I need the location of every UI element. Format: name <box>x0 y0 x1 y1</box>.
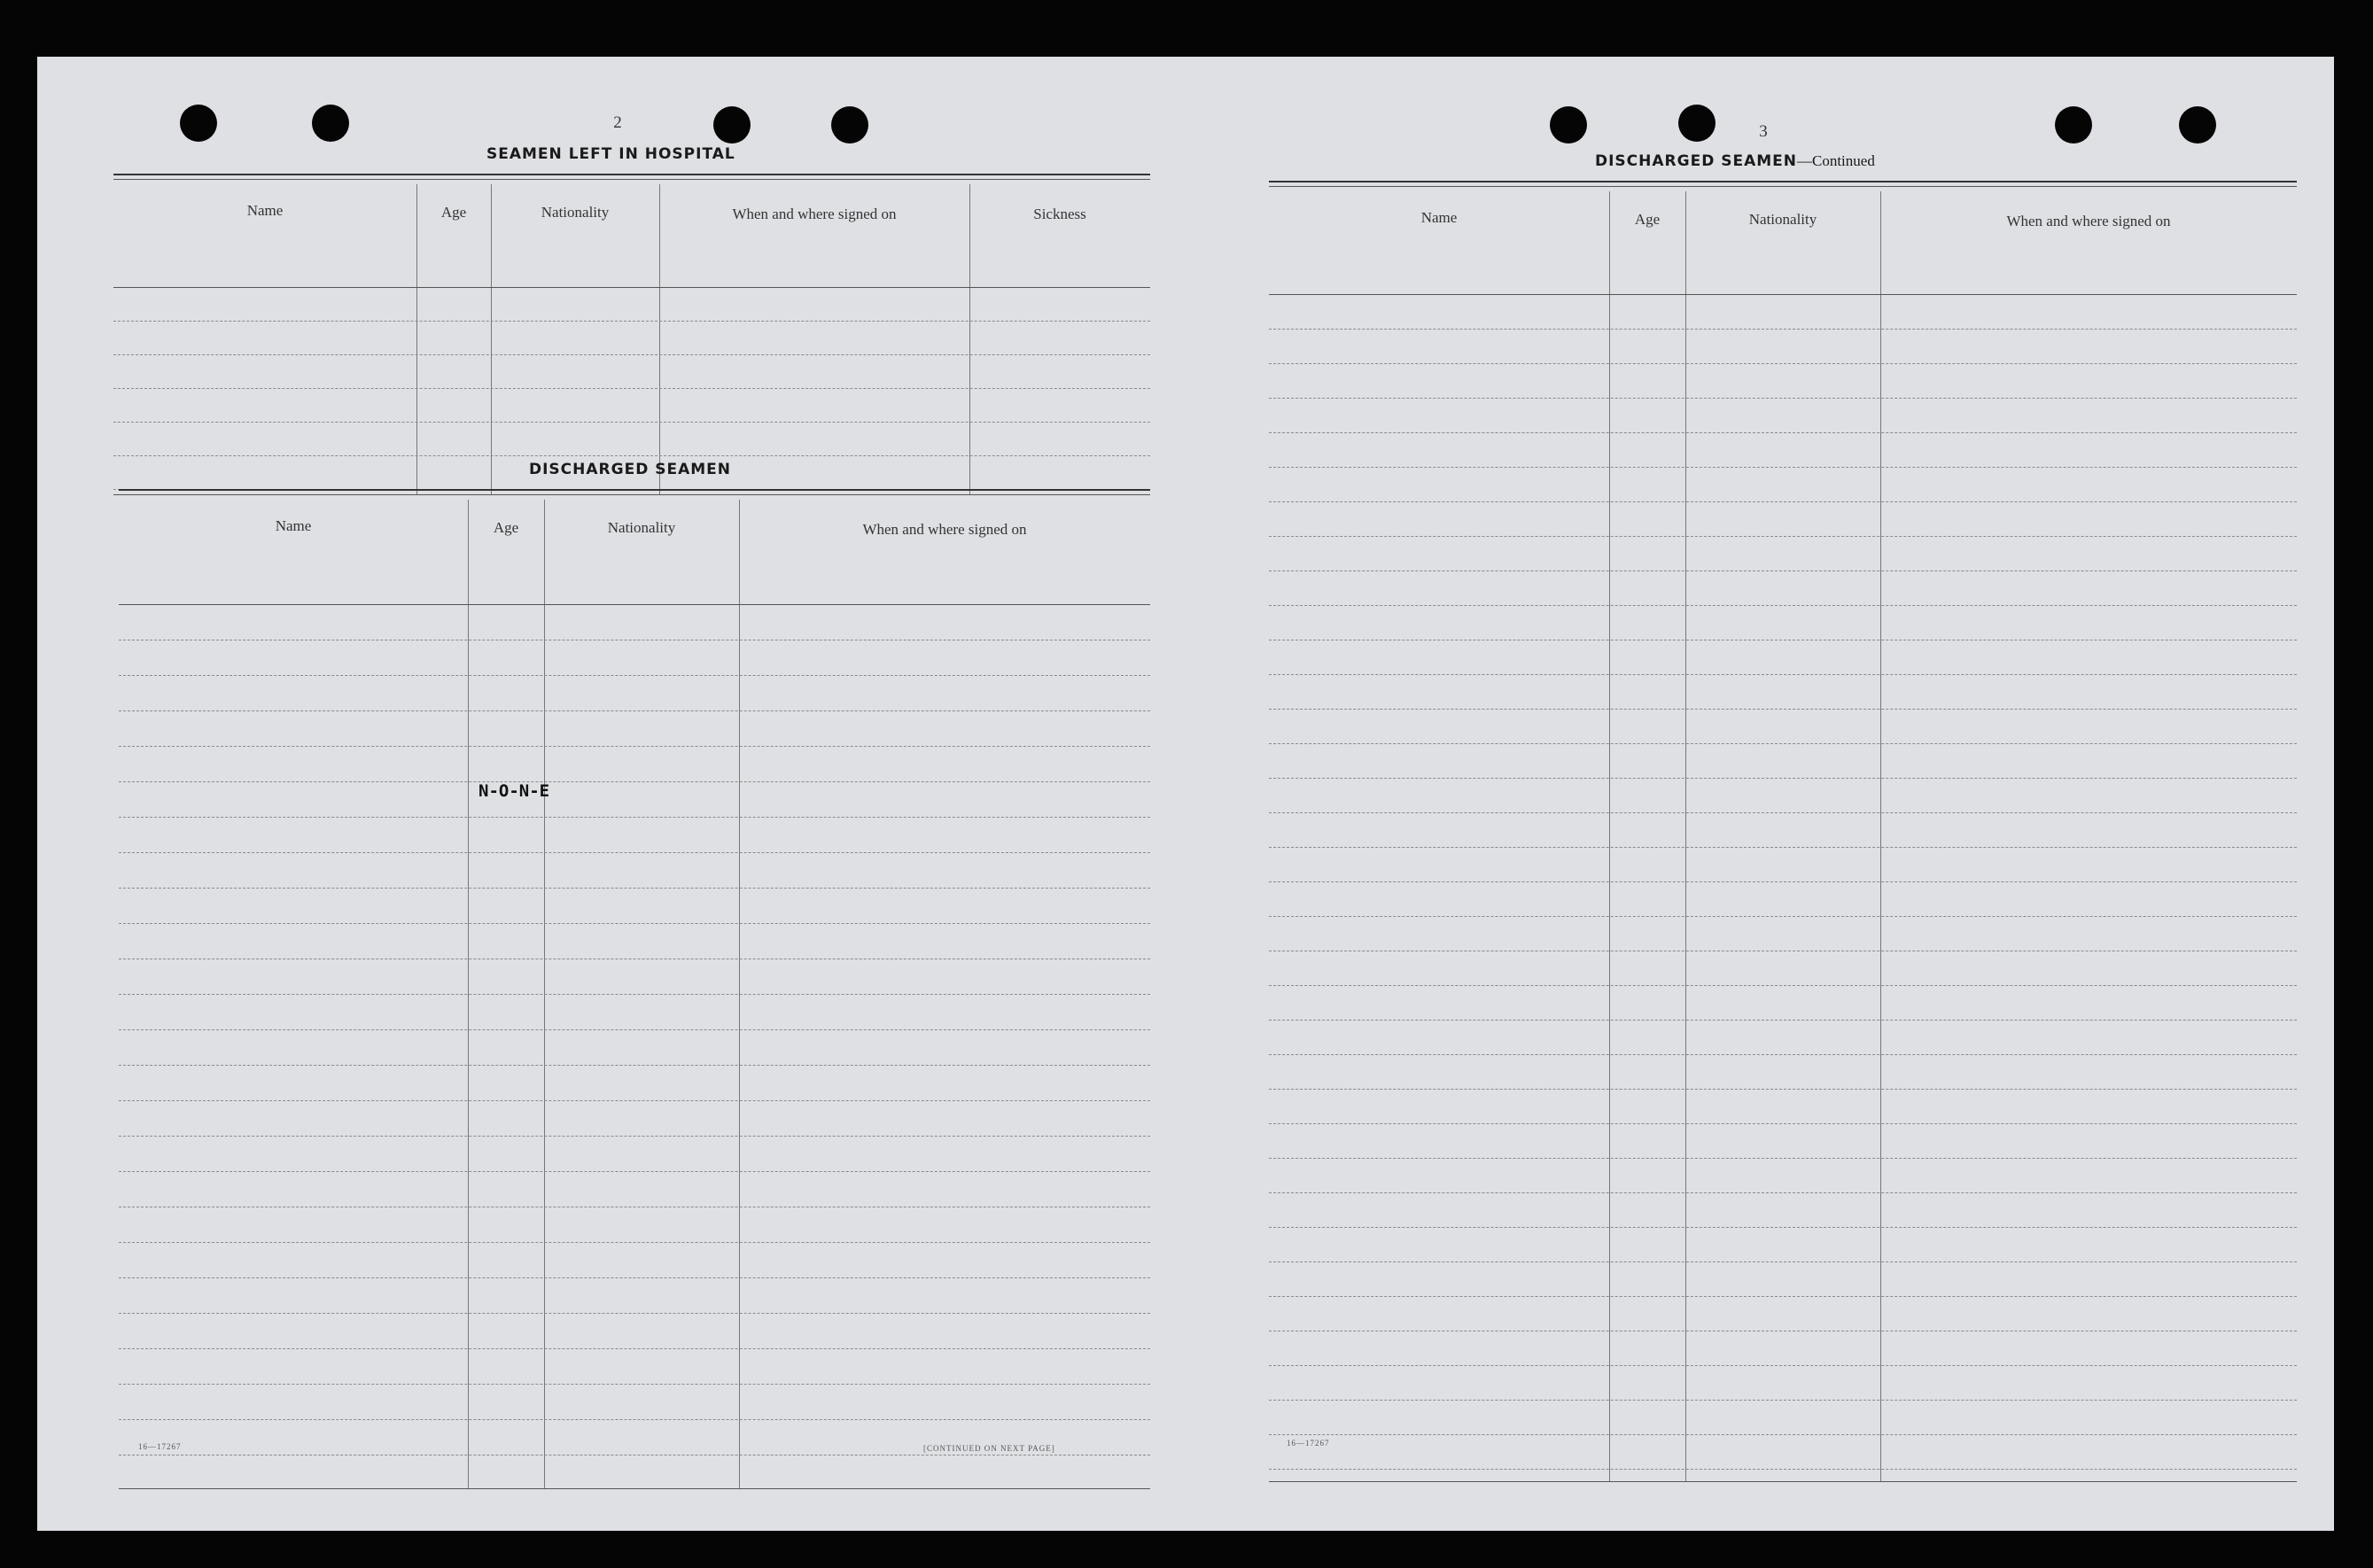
hospital-table <box>113 184 1150 452</box>
left-page-number: 2 <box>613 113 622 132</box>
ruled-row-line <box>119 1348 1150 1349</box>
ruled-row-line <box>119 888 1150 889</box>
ruled-row-line <box>119 1384 1150 1385</box>
ruled-row-line <box>113 321 1150 322</box>
ruled-row-line <box>119 923 1150 924</box>
ruled-row-line <box>1269 709 2297 710</box>
ruled-row-line <box>119 1065 1150 1066</box>
right-section-title-suffix: —Continued <box>1797 152 1875 169</box>
discharged-section-title: DISCHARGED SEAMEN <box>529 461 731 478</box>
ruled-row-line <box>119 675 1150 676</box>
punch-hole <box>2055 106 2092 144</box>
right-discharged-table <box>1269 191 2297 1426</box>
scanned-document <box>37 57 2334 1531</box>
punch-hole <box>312 105 349 142</box>
ruled-row-line <box>119 852 1150 853</box>
ruled-row-line <box>119 1242 1150 1243</box>
ruled-row-line <box>119 1100 1150 1101</box>
ruled-row-line <box>1269 743 2297 744</box>
discharged-title-rule-thin <box>119 494 1150 495</box>
ruled-row-line <box>119 1136 1150 1137</box>
ruled-row-line <box>1269 881 2297 882</box>
punch-hole <box>1678 105 1716 142</box>
right-col-signed-on: When and where signed on <box>2006 213 2171 229</box>
ruled-row-line <box>1269 985 2297 986</box>
column-divider <box>969 184 970 494</box>
right-section-title-text: DISCHARGED SEAMEN <box>1595 152 1797 170</box>
column-divider <box>491 184 492 494</box>
right-col-name: Name <box>1420 209 1458 226</box>
continued-note: [CONTINUED ON NEXT PAGE] <box>923 1444 1055 1453</box>
ruled-row-line <box>1269 1434 2297 1435</box>
column-divider <box>1880 191 1881 1481</box>
header-rule <box>119 604 1150 605</box>
ruled-row-line <box>1269 674 2297 675</box>
ruled-row-line <box>1269 1227 2297 1228</box>
ruled-row-line <box>119 1313 1150 1314</box>
ruled-row-line <box>119 1171 1150 1172</box>
ruled-row-line <box>1269 329 2297 330</box>
ruled-row-line <box>1269 1158 2297 1159</box>
ruled-row-line <box>1269 1400 2297 1401</box>
column-divider <box>659 184 660 494</box>
ruled-row-line <box>1269 1054 2297 1055</box>
ruled-row-line <box>113 354 1150 355</box>
discharged-col-name: Name <box>275 517 312 534</box>
right-page-number: 3 <box>1759 122 1768 141</box>
ruled-row-line <box>1269 778 2297 779</box>
punch-hole <box>180 105 217 142</box>
ruled-row-line <box>119 1029 1150 1030</box>
typed-none-entry: N-O-N-E <box>478 781 550 801</box>
ruled-row-line <box>1269 501 2297 502</box>
discharged-col-age: Age <box>493 519 519 536</box>
hospital-section-title: SEAMEN LEFT IN HOSPITAL <box>486 145 735 163</box>
hospital-col-age: Age <box>440 204 467 221</box>
ruled-row-line <box>1269 363 2297 364</box>
ruled-row-line <box>1269 432 2297 433</box>
right-form-number: 16—17267 <box>1287 1439 1330 1448</box>
discharged-title-rule <box>119 489 1150 491</box>
left-form-number: 16—17267 <box>138 1442 182 1451</box>
ruled-row-line <box>1269 1192 2297 1193</box>
punch-hole <box>2179 106 2216 144</box>
ruled-row-line <box>119 781 1150 782</box>
ruled-row-line <box>1269 605 2297 606</box>
hospital-title-rule-thin <box>113 179 1150 180</box>
hospital-col-sickness: Sickness <box>1033 206 1086 222</box>
hospital-col-signed-on: When and where signed on <box>732 206 897 222</box>
punch-hole <box>831 106 868 144</box>
punch-hole <box>1550 106 1587 144</box>
discharged-col-nationality: Nationality <box>607 519 676 536</box>
ruled-row-line <box>1269 916 2297 917</box>
ruled-row-line <box>119 746 1150 747</box>
ruled-row-line <box>1269 1089 2297 1090</box>
ruled-row-line <box>1269 1296 2297 1297</box>
ruled-row-line <box>1269 1123 2297 1124</box>
hospital-title-rule <box>113 174 1150 175</box>
punch-hole <box>713 106 751 144</box>
ruled-row-line <box>113 388 1150 389</box>
header-rule <box>113 287 1150 288</box>
column-divider <box>1609 191 1610 1481</box>
right-title-rule-thin <box>1269 186 2297 187</box>
ruled-row-line <box>1269 847 2297 848</box>
ruled-row-line <box>119 1277 1150 1278</box>
right-section-title <box>1595 152 1875 170</box>
ruled-row-line <box>119 1419 1150 1420</box>
ruled-row-line <box>119 817 1150 818</box>
right-col-nationality: Nationality <box>1748 211 1817 228</box>
ruled-row-line <box>1269 467 2297 468</box>
ruled-row-line <box>1269 812 2297 813</box>
right-title-rule <box>1269 181 2297 182</box>
ruled-row-line <box>119 710 1150 711</box>
hospital-col-name: Name <box>246 202 284 219</box>
hospital-col-nationality: Nationality <box>541 204 610 221</box>
ruled-row-line <box>1269 1020 2297 1021</box>
discharged-table <box>119 500 1150 1432</box>
ruled-row-line <box>1269 536 2297 537</box>
ruled-row-line <box>1269 1261 2297 1262</box>
right-col-age: Age <box>1634 211 1661 228</box>
ruled-row-line <box>1269 1365 2297 1366</box>
bottom-rule <box>1269 1481 2297 1482</box>
header-rule <box>1269 294 2297 295</box>
discharged-col-signed-on: When and where signed on <box>862 521 1027 538</box>
ruled-row-line <box>113 455 1150 456</box>
column-divider <box>1685 191 1686 1481</box>
ruled-row-line <box>113 422 1150 423</box>
column-divider <box>416 184 417 494</box>
ruled-row-line <box>119 994 1150 995</box>
ruled-row-line <box>1269 398 2297 399</box>
bottom-rule <box>119 1488 1150 1489</box>
ruled-row-line <box>1269 1469 2297 1470</box>
